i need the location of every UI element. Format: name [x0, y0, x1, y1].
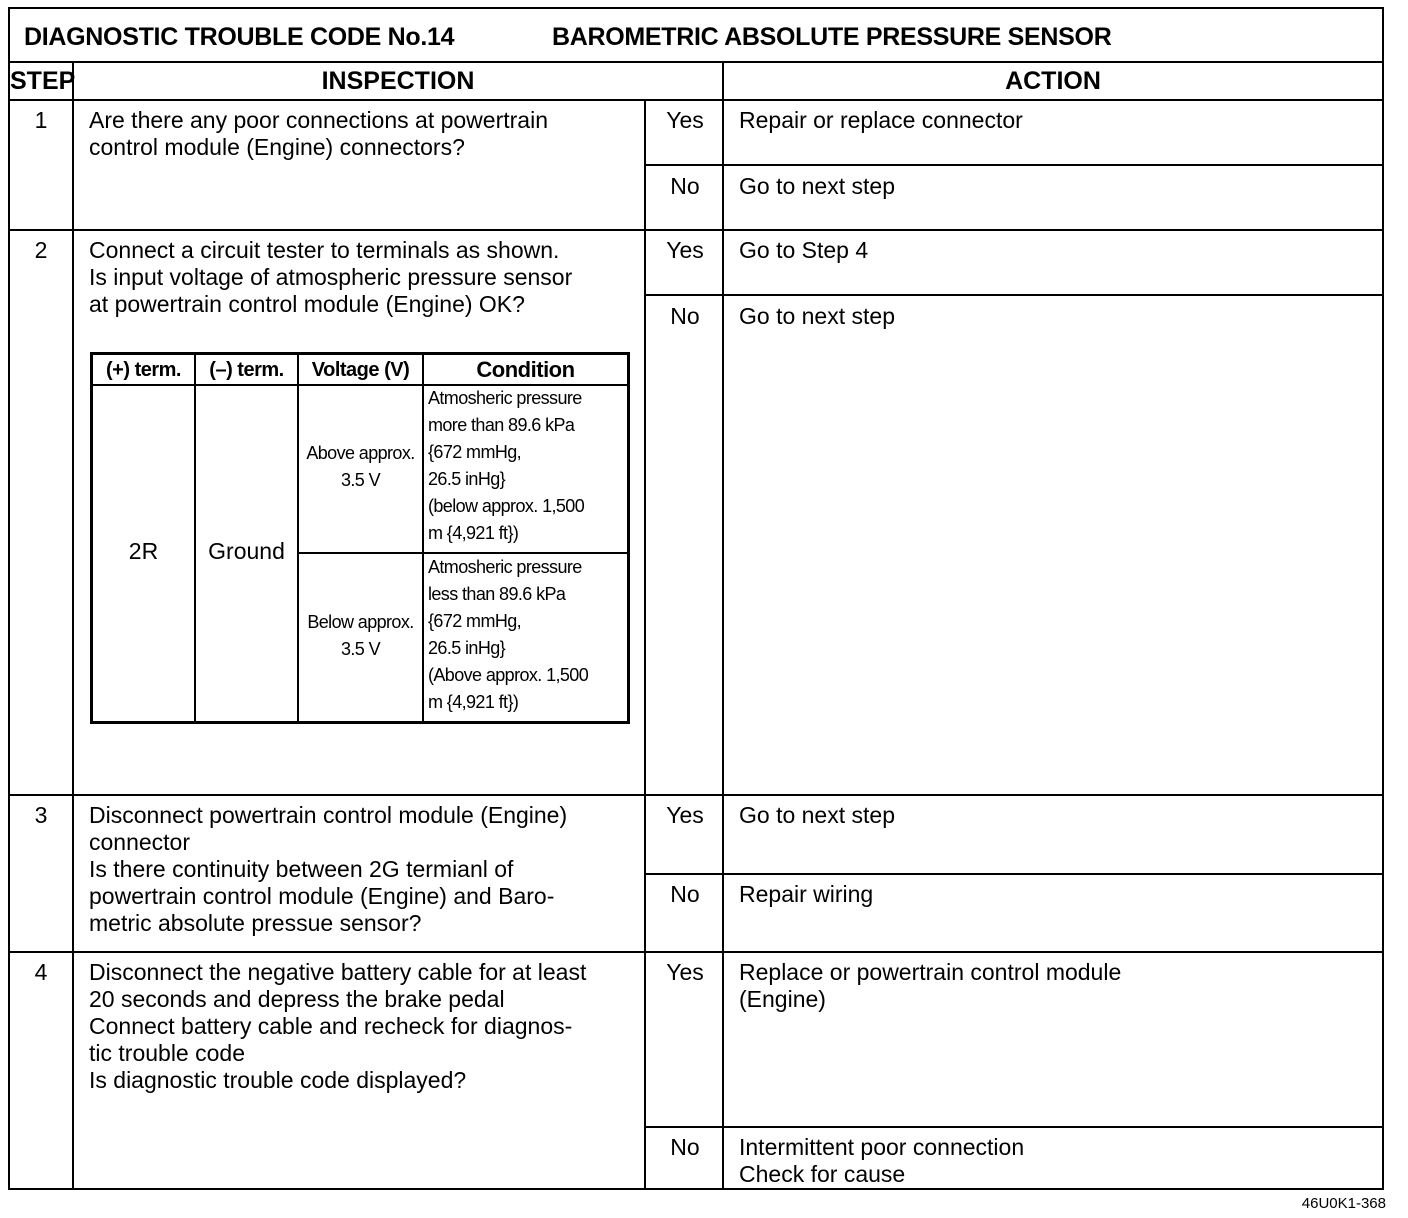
dtc-title: DIAGNOSTIC TROUBLE CODE No.14 — [24, 23, 455, 51]
plus-term-value: 2R — [128, 538, 159, 564]
no-label: No — [670, 173, 700, 199]
plus-term-header: (+) term. — [106, 359, 181, 381]
rule — [297, 552, 422, 554]
rule — [422, 355, 424, 721]
step-inspection: Disconnect the negative battery cable for at least 20 seconds and depress the brake pedal Connect battery cable and recheck for diagnos- tic trouble code Is diagnostic trouble code displayed? — [89, 959, 587, 1093]
rule — [722, 61, 724, 1188]
yes-action: Replace or powertrain control module (Engine) — [739, 959, 1122, 1012]
step-number: 3 — [34, 802, 48, 828]
minus-term-value: Ground — [208, 538, 285, 564]
minus-term-header: (–) term. — [209, 359, 284, 381]
rule — [10, 99, 1382, 101]
no-action: Go to next step — [739, 173, 895, 199]
rule — [72, 61, 74, 1188]
no-action: Go to next step — [739, 303, 895, 329]
step-inspection: Disconnect powertrain control module (Engine) connector Is there continuity between 2G termianl of powertrain control module (Engine) and Baro- metric absolute pressue sensor? — [89, 802, 568, 936]
step-number: 2 — [34, 237, 48, 263]
step-inspection: Are there any poor connections at powertrain control module (Engine) connectors? — [89, 107, 548, 160]
rule — [644, 164, 1382, 166]
voltage-header: Voltage (V) — [311, 359, 410, 381]
step-number: 4 — [34, 959, 48, 985]
rule — [297, 355, 299, 721]
rule — [644, 1126, 1382, 1128]
no-label: No — [670, 303, 700, 329]
condition-header: Condition — [476, 357, 575, 382]
step-number: 1 — [34, 107, 48, 133]
step-inspection: Connect a circuit tester to terminals as shown. Is input voltage of atmospheric pressure sensor at powertrain control module (Engine) OK? — [89, 237, 573, 317]
rule — [644, 294, 1382, 296]
diagnostic-table — [8, 7, 1384, 1190]
rule — [644, 873, 1382, 875]
yes-action: Go to Step 4 — [739, 237, 869, 263]
step-column-header: STEP — [10, 67, 76, 95]
inspection-column-header: INSPECTION — [321, 67, 475, 95]
no-action: Intermittent poor connection Check for cause — [739, 1134, 1025, 1187]
yes-label: Yes — [666, 959, 704, 985]
yes-action: Go to next step — [739, 802, 895, 828]
voltage-spec-table — [90, 352, 630, 724]
no-label: No — [670, 881, 700, 907]
rule — [10, 61, 1382, 63]
action-column-header: ACTION — [1005, 67, 1101, 95]
yes-label: Yes — [666, 237, 704, 263]
no-label: No — [670, 1134, 700, 1160]
no-action: Repair wiring — [739, 881, 874, 907]
condition-value: Atmosheric pressure more than 89.6 kPa {672 mmHg, 26.5 inHg} (below approx. 1,500 m {4,921 ft}) — [428, 388, 585, 543]
figure-code: 46U0K1-368 — [1301, 1195, 1386, 1212]
rule — [10, 951, 1382, 953]
yes-label: Yes — [666, 107, 704, 133]
yes-action: Repair or replace connector — [739, 107, 1023, 133]
sensor-title: BAROMETRIC ABSOLUTE PRESSURE SENSOR — [552, 23, 1112, 51]
condition-value: Atmosheric pressure less than 89.6 kPa {672 mmHg, 26.5 inHg} (Above approx. 1,500 m {4,921 ft}) — [428, 557, 589, 712]
voltage-value: Below approx. 3.5 V — [307, 612, 414, 659]
voltage-value: Above approx. 3.5 V — [306, 443, 415, 490]
yes-label: Yes — [666, 802, 704, 828]
rule — [10, 794, 1382, 796]
rule — [10, 229, 1382, 231]
